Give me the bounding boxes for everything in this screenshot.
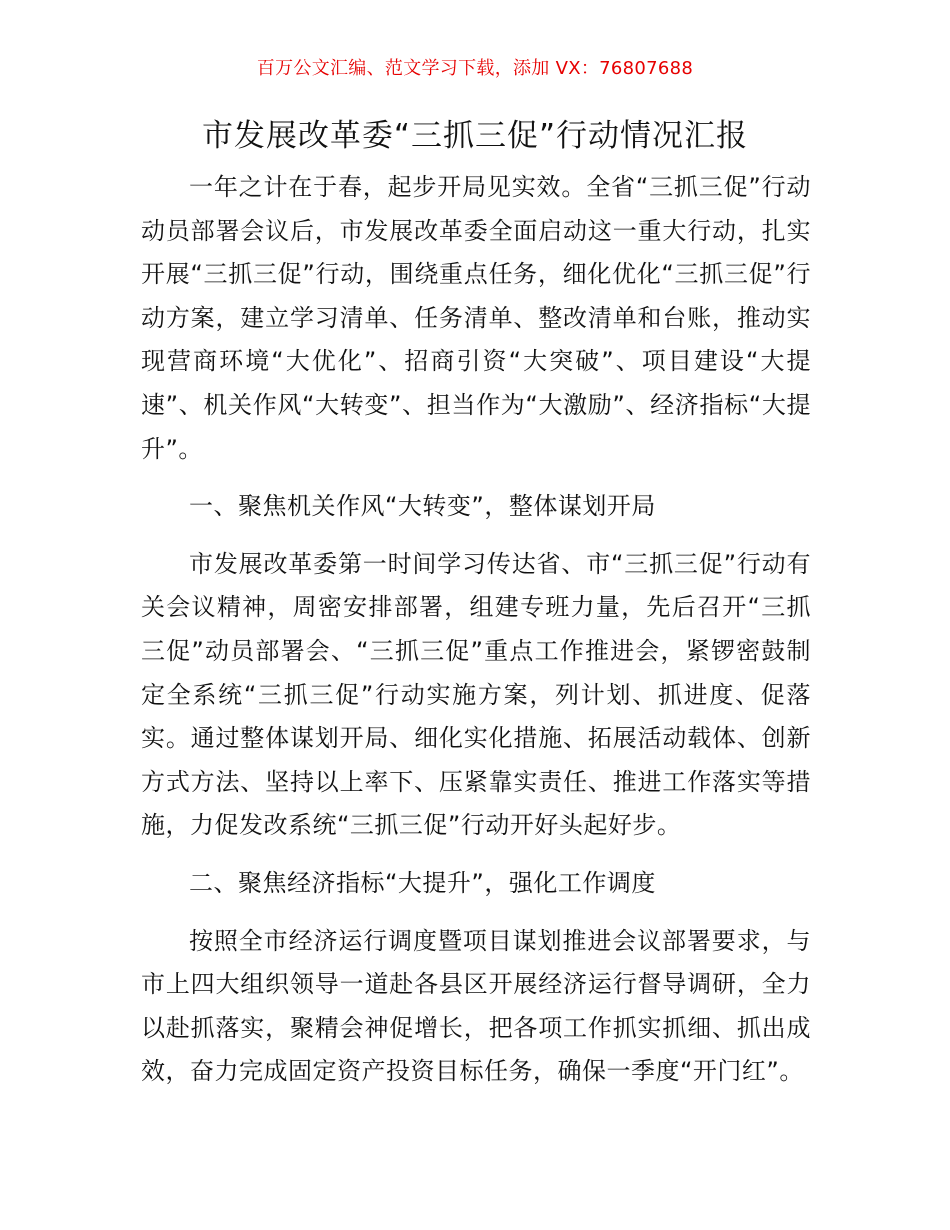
section-2-heading: 二、聚焦经济指标“大提升”，强化工作调度	[189, 868, 656, 897]
section-2-paragraph: 按照全市经济运行调度暨项目谋划推进会议部署要求，与市上四大组织领导一道赴各县区开展经济运行督导调研，全力以赴抓落实，聚精会神促增长，把各项工作抓实抓细、抓出成效，奋力完成固定资产投资目标任务，确保一季度“开门红”。	[141, 926, 811, 1086]
intro-paragraph: 一年之计在于春，起步开局见实效。全省“三抓三促”行动动员部署会议后，市发展改革委全面启动这一重大行动，扎实开展“三抓三促”行动，围绕重点任务，细化优化“三抓三促”行动方案，建立学习清单、任务清单、整改清单和台账，推动实现营商环境“大优化”、招商引资“大突破”、项目建设“大提速”、机关作风“大转变”、担当作为“大激励”、经济指标“大提升”。	[141, 173, 811, 463]
document-title: 市发展改革委“三抓三促”行动情况汇报	[201, 118, 749, 154]
header-watermark-note: 百万公文汇编、范文学习下载，添加 VX：76807688	[256, 58, 694, 79]
section-1-heading: 一、聚焦机关作风“大转变”，整体谋划开局	[189, 492, 656, 521]
section-1-paragraph: 市发展改革委第一时间学习传达省、市“三抓三促”行动有关会议精神，周密安排部署，组建专班力量，先后召开“三抓三促”动员部署会、“三抓三促”重点工作推进会，紧锣密鼓制定全系统“三抓三促”行动实施方案，列计划、抓进度、促落实。通过整体谋划开局、细化实化措施、拓展活动载体、创新方式方法、坚持以上率下、压紧靠实责任、推进工作落实等措施，力促发改系统“三抓三促”行动开好头起好步。	[141, 549, 811, 840]
document-body	[141, 166, 811, 1094]
